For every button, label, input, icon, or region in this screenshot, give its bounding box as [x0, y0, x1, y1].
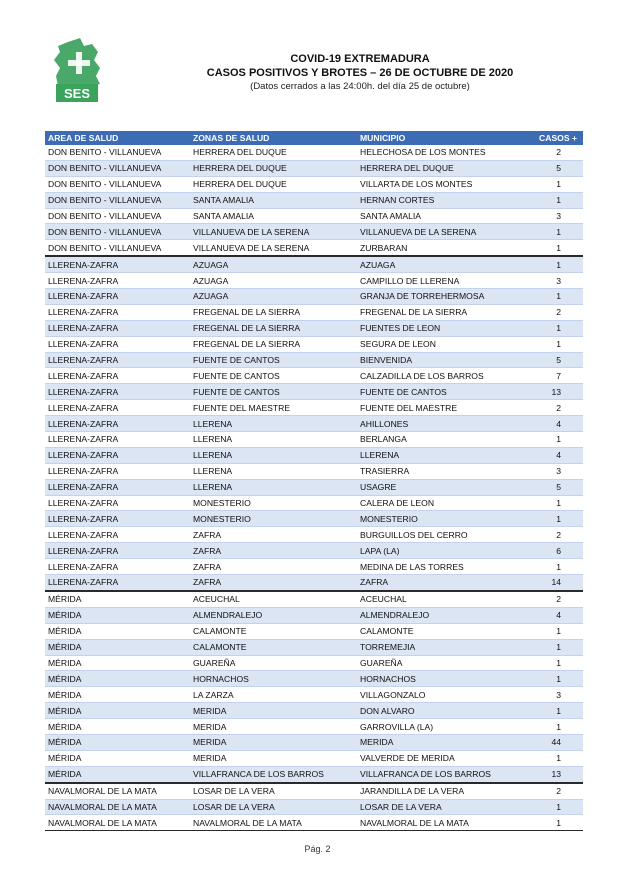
table-row [45, 766, 583, 782]
table-row [45, 575, 583, 591]
cell-casos: 1 [524, 224, 583, 240]
cell-casos: 13 [524, 766, 583, 782]
cell-municipio: AHILLONES [357, 416, 524, 432]
cell-zona: AZUAGA [190, 273, 357, 289]
cell-zona: MERIDA [190, 750, 357, 766]
cell-area: MÉRIDA [45, 607, 190, 623]
cell-area: DON BENITO - VILLANUEVA [45, 176, 190, 192]
cell-zona: LLERENA [190, 432, 357, 448]
cell-casos: 13 [524, 384, 583, 400]
cell-municipio: JARANDILLA DE LA VERA [357, 783, 524, 799]
cell-zona: LLERENA [190, 479, 357, 495]
cell-municipio: HORNACHOS [357, 671, 524, 687]
document-note: (Datos cerrados a las 24:00h. del día 25 de octubre) [250, 81, 470, 92]
table-row [45, 463, 583, 479]
cell-casos: 3 [524, 273, 583, 289]
cell-casos: 1 [524, 815, 583, 831]
cell-municipio: GUAREÑA [357, 655, 524, 671]
cell-municipio: VILLANUEVA DE LA SERENA [357, 224, 524, 240]
cell-casos: 6 [524, 543, 583, 559]
cell-area: LLERENA-ZAFRA [45, 527, 190, 543]
cell-area: LLERENA-ZAFRA [45, 304, 190, 320]
cell-municipio: VILLARTA DE LOS MONTES [357, 176, 524, 192]
table-row [45, 543, 583, 559]
cell-casos: 4 [524, 416, 583, 432]
cell-casos: 1 [524, 750, 583, 766]
cell-area: NAVALMORAL DE LA MATA [45, 783, 190, 799]
cell-area: LLERENA-ZAFRA [45, 463, 190, 479]
cell-area: MÉRIDA [45, 703, 190, 719]
cell-area: LLERENA-ZAFRA [45, 559, 190, 575]
table-row [45, 511, 583, 527]
cell-zona: LLERENA [190, 416, 357, 432]
cell-zona: VILLANUEVA DE LA SERENA [190, 240, 357, 256]
cell-zona: MONESTERIO [190, 511, 357, 527]
cell-zona: ZAFRA [190, 559, 357, 575]
document-header [160, 52, 560, 93]
table-row [45, 160, 583, 176]
cell-zona: HERRERA DEL DUQUE [190, 176, 357, 192]
cell-municipio: ALMENDRALEJO [357, 607, 524, 623]
cell-area: LLERENA-ZAFRA [45, 447, 190, 463]
cell-casos: 1 [524, 799, 583, 815]
column-header-zona: ZONAS DE SALUD [190, 131, 357, 145]
table-row [45, 639, 583, 655]
cell-municipio: ACEUCHAL [357, 591, 524, 607]
cell-casos: 2 [524, 591, 583, 607]
cell-zona: FUENTE DE CANTOS [190, 384, 357, 400]
table-row [45, 783, 583, 799]
table-row [45, 352, 583, 368]
cell-casos: 1 [524, 256, 583, 272]
table-row [45, 703, 583, 719]
cell-casos: 2 [524, 527, 583, 543]
cell-municipio: BIENVENIDA [357, 352, 524, 368]
cell-area: MÉRIDA [45, 687, 190, 703]
table-row [45, 719, 583, 735]
cell-municipio: FUENTES DE LEON [357, 320, 524, 336]
cell-municipio: SEGURA DE LEON [357, 336, 524, 352]
cell-casos: 1 [524, 320, 583, 336]
cell-municipio: VILLAFRANCA DE LOS BARROS [357, 766, 524, 782]
logo-text: SES [63, 86, 91, 101]
cell-casos: 5 [524, 479, 583, 495]
cell-municipio: USAGRE [357, 479, 524, 495]
cell-zona: HORNACHOS [190, 671, 357, 687]
cell-municipio: HELECHOSA DE LOS MONTES [357, 145, 524, 160]
cell-area: MÉRIDA [45, 655, 190, 671]
cell-municipio: MERIDA [357, 734, 524, 750]
cell-municipio: SANTA AMALIA [357, 208, 524, 224]
cell-zona: LA ZARZA [190, 687, 357, 703]
cell-casos: 1 [524, 511, 583, 527]
cell-casos: 7 [524, 368, 583, 384]
cell-casos: 1 [524, 176, 583, 192]
cell-casos: 1 [524, 432, 583, 448]
document-subtitle: CASOS POSITIVOS Y BROTES – 26 DE OCTUBRE DE 2020 [206, 67, 514, 79]
cell-casos: 1 [524, 703, 583, 719]
cell-municipio: LLERENA [357, 447, 524, 463]
cell-casos: 2 [524, 783, 583, 799]
cell-zona: FREGENAL DE LA SIERRA [190, 320, 357, 336]
cell-zona: MONESTERIO [190, 495, 357, 511]
cell-area: MÉRIDA [45, 671, 190, 687]
table-row [45, 527, 583, 543]
cell-municipio: LAPA (LA) [357, 543, 524, 559]
column-header-area: AREA DE SALUD [45, 131, 190, 145]
cell-area: LLERENA-ZAFRA [45, 352, 190, 368]
cell-zona: MERIDA [190, 719, 357, 735]
cell-casos: 1 [524, 623, 583, 639]
cell-area: MÉRIDA [45, 719, 190, 735]
cell-area: LLERENA-ZAFRA [45, 575, 190, 591]
cell-area: NAVALMORAL DE LA MATA [45, 815, 190, 831]
cell-municipio: NAVALMORAL DE LA MATA [357, 815, 524, 831]
cell-zona: CALAMONTE [190, 623, 357, 639]
cell-casos: 1 [524, 671, 583, 687]
table-row [45, 495, 583, 511]
cell-area: LLERENA-ZAFRA [45, 368, 190, 384]
cell-municipio: HERNAN CORTES [357, 192, 524, 208]
cell-municipio: DON ALVARO [357, 703, 524, 719]
table-row [45, 320, 583, 336]
cell-zona: HERRERA DEL DUQUE [190, 160, 357, 176]
cell-municipio: CALAMONTE [357, 623, 524, 639]
cell-zona: MERIDA [190, 734, 357, 750]
cell-area: MÉRIDA [45, 623, 190, 639]
page-number: Pág. 2 [304, 844, 331, 854]
cell-zona: SANTA AMALIA [190, 208, 357, 224]
cell-zona: VILLANUEVA DE LA SERENA [190, 224, 357, 240]
cell-area: LLERENA-ZAFRA [45, 432, 190, 448]
table-row [45, 447, 583, 463]
cell-area: LLERENA-ZAFRA [45, 543, 190, 559]
cell-municipio: CAMPILLO DE LLERENA [357, 273, 524, 289]
cell-municipio: AZUAGA [357, 256, 524, 272]
cell-zona: AZUAGA [190, 256, 357, 272]
cell-casos: 1 [524, 559, 583, 575]
cell-area: MÉRIDA [45, 766, 190, 782]
cell-casos: 1 [524, 655, 583, 671]
document-title: COVID-19 EXTREMADURA [290, 53, 430, 65]
cell-casos: 2 [524, 400, 583, 416]
cell-area: MÉRIDA [45, 591, 190, 607]
cell-area: LLERENA-ZAFRA [45, 256, 190, 272]
cell-zona: GUAREÑA [190, 655, 357, 671]
cell-area: DON BENITO - VILLANUEVA [45, 208, 190, 224]
cell-area: LLERENA-ZAFRA [45, 416, 190, 432]
cell-area: LLERENA-ZAFRA [45, 320, 190, 336]
cell-municipio: LOSAR DE LA VERA [357, 799, 524, 815]
cell-area: LLERENA-ZAFRA [45, 336, 190, 352]
cell-casos: 2 [524, 145, 583, 160]
cell-casos: 3 [524, 208, 583, 224]
cell-zona: FUENTE DE CANTOS [190, 368, 357, 384]
table-row [45, 192, 583, 208]
table-row [45, 208, 583, 224]
column-header-casos: CASOS + [524, 131, 583, 145]
table-row [45, 671, 583, 687]
cell-casos: 1 [524, 240, 583, 256]
cell-municipio: BERLANGA [357, 432, 524, 448]
cell-casos: 5 [524, 352, 583, 368]
cell-casos: 3 [524, 463, 583, 479]
cell-zona: FUENTE DE CANTOS [190, 352, 357, 368]
table-row [45, 256, 583, 272]
cell-casos: 1 [524, 192, 583, 208]
cell-municipio: CALERA DE LEON [357, 495, 524, 511]
table-row [45, 240, 583, 256]
cell-zona: FREGENAL DE LA SIERRA [190, 304, 357, 320]
cell-zona: AZUAGA [190, 289, 357, 305]
table-row [45, 289, 583, 305]
table-row [45, 432, 583, 448]
cell-area: DON BENITO - VILLANUEVA [45, 192, 190, 208]
cell-area: MÉRIDA [45, 750, 190, 766]
table-row [45, 479, 583, 495]
table-row [45, 559, 583, 575]
cell-casos: 3 [524, 687, 583, 703]
cell-municipio: HERRERA DEL DUQUE [357, 160, 524, 176]
table-row [45, 734, 583, 750]
cell-municipio: BURGUILLOS DEL CERRO [357, 527, 524, 543]
cell-area: LLERENA-ZAFRA [45, 289, 190, 305]
table-row [45, 591, 583, 607]
cell-zona: LLERENA [190, 463, 357, 479]
cell-area: LLERENA-ZAFRA [45, 400, 190, 416]
cell-area: NAVALMORAL DE LA MATA [45, 799, 190, 815]
table-row [45, 400, 583, 416]
cell-area: MÉRIDA [45, 734, 190, 750]
cell-municipio: FREGENAL DE LA SIERRA [357, 304, 524, 320]
cell-area: DON BENITO - VILLANUEVA [45, 145, 190, 160]
cell-municipio: CALZADILLA DE LOS BARROS [357, 368, 524, 384]
cell-municipio: MEDINA DE LAS TORRES [357, 559, 524, 575]
table-row [45, 687, 583, 703]
cell-municipio: VILLAGONZALO [357, 687, 524, 703]
column-header-municipio: MUNICIPIO [357, 131, 524, 145]
table-header-row [45, 131, 583, 145]
cell-area: LLERENA-ZAFRA [45, 273, 190, 289]
table-row [45, 607, 583, 623]
table-row [45, 336, 583, 352]
table-row [45, 815, 583, 831]
table-body [45, 145, 583, 831]
table-row [45, 176, 583, 192]
cell-casos: 14 [524, 575, 583, 591]
cell-zona: ZAFRA [190, 575, 357, 591]
cell-municipio: ZAFRA [357, 575, 524, 591]
cell-area: LLERENA-ZAFRA [45, 384, 190, 400]
cases-table [45, 131, 583, 831]
cell-casos: 4 [524, 447, 583, 463]
cell-zona: ZAFRA [190, 527, 357, 543]
cell-zona: SANTA AMALIA [190, 192, 357, 208]
cell-zona: ZAFRA [190, 543, 357, 559]
ses-logo [52, 38, 104, 104]
cell-municipio: TRASIERRA [357, 463, 524, 479]
cell-municipio: TORREMEJIA [357, 639, 524, 655]
cell-casos: 1 [524, 336, 583, 352]
table-row [45, 799, 583, 815]
cell-casos: 1 [524, 639, 583, 655]
cell-casos: 1 [524, 289, 583, 305]
cell-municipio: ZURBARAN [357, 240, 524, 256]
cell-area: DON BENITO - VILLANUEVA [45, 240, 190, 256]
extremadura-map-icon [52, 38, 104, 104]
cell-casos: 5 [524, 160, 583, 176]
cell-zona: MERIDA [190, 703, 357, 719]
cell-zona: ALMENDRALEJO [190, 607, 357, 623]
table-row [45, 273, 583, 289]
cell-municipio: FUENTE DEL MAESTRE [357, 400, 524, 416]
cell-casos: 1 [524, 719, 583, 735]
cell-area: LLERENA-ZAFRA [45, 511, 190, 527]
cell-zona: ACEUCHAL [190, 591, 357, 607]
table-row [45, 655, 583, 671]
table-row [45, 623, 583, 639]
table-row [45, 384, 583, 400]
cell-zona: FUENTE DEL MAESTRE [190, 400, 357, 416]
cell-zona: VILLAFRANCA DE LOS BARROS [190, 766, 357, 782]
cell-municipio: GARROVILLA (LA) [357, 719, 524, 735]
table-row [45, 750, 583, 766]
cell-area: LLERENA-ZAFRA [45, 479, 190, 495]
cell-casos: 2 [524, 304, 583, 320]
cell-zona: NAVALMORAL DE LA MATA [190, 815, 357, 831]
table-row [45, 368, 583, 384]
cell-casos: 1 [524, 495, 583, 511]
cell-zona: LOSAR DE LA VERA [190, 799, 357, 815]
cell-area: MÉRIDA [45, 639, 190, 655]
cell-zona: LLERENA [190, 447, 357, 463]
cell-zona: FREGENAL DE LA SIERRA [190, 336, 357, 352]
cell-casos: 44 [524, 734, 583, 750]
cell-casos: 4 [524, 607, 583, 623]
cell-area: LLERENA-ZAFRA [45, 495, 190, 511]
cell-municipio: GRANJA DE TORREHERMOSA [357, 289, 524, 305]
cell-zona: HERRERA DEL DUQUE [190, 145, 357, 160]
cell-municipio: MONESTERIO [357, 511, 524, 527]
cell-area: DON BENITO - VILLANUEVA [45, 224, 190, 240]
cell-municipio: FUENTE DE CANTOS [357, 384, 524, 400]
cell-area: DON BENITO - VILLANUEVA [45, 160, 190, 176]
cell-zona: CALAMONTE [190, 639, 357, 655]
table-row [45, 224, 583, 240]
table-row [45, 416, 583, 432]
cell-zona: LOSAR DE LA VERA [190, 783, 357, 799]
cell-municipio: VALVERDE DE MERIDA [357, 750, 524, 766]
table-row [45, 304, 583, 320]
table-row [45, 145, 583, 160]
